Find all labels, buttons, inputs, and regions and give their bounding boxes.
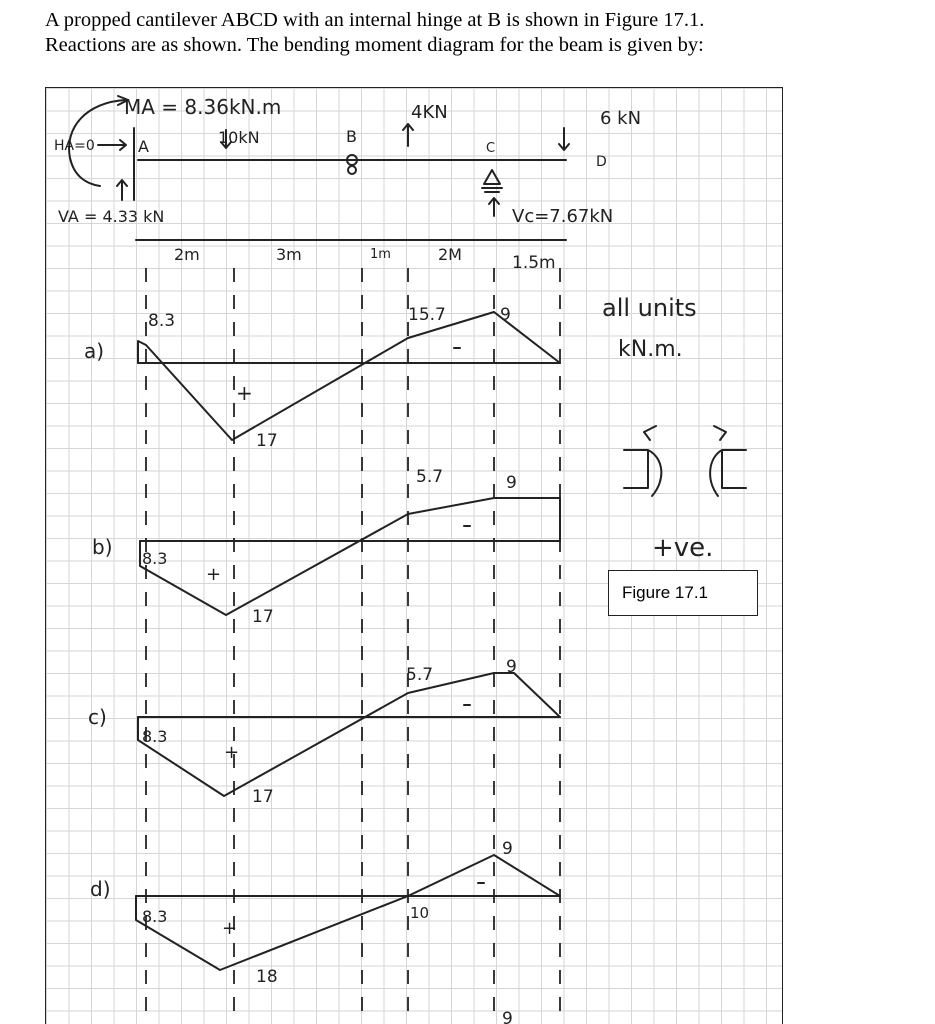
load-4kN-label: 4KN: [411, 102, 448, 123]
option-a-diagram: [84, 305, 560, 451]
option-c-bmd: [138, 673, 560, 796]
option-d-value-mid: 18: [256, 967, 278, 987]
span-1-label: 2m: [174, 245, 200, 264]
load-10kN-label: 10kN: [218, 128, 260, 147]
option-c-value-peak: 5.7: [406, 665, 434, 685]
reaction-A-label: VA = 4.33 kN: [58, 207, 165, 226]
reaction-C-arrow-icon: [489, 198, 499, 216]
figure-caption: Figure 17.1: [608, 570, 758, 616]
question-text: [45, 8, 905, 58]
option-a-bmd: [138, 312, 560, 440]
label-A: A: [138, 137, 149, 156]
span-4-label: 2M: [438, 245, 462, 264]
option-d-sign: +: [222, 918, 238, 939]
label-C: C: [486, 141, 496, 156]
question-line-1: A propped cantilever ABCD with an internal hinge at B is shown in Figure 17.1.: [45, 9, 705, 31]
span-3-label: 1m: [370, 247, 391, 262]
option-d-value-peak: 10: [410, 904, 430, 922]
option-b-diagram: [92, 467, 560, 627]
option-c-sign: +: [224, 742, 240, 763]
units-note: [602, 294, 697, 362]
option-b-sign: +: [206, 564, 222, 585]
load-4kN-arrow-icon: [403, 124, 413, 146]
option-d-value-A: 8.3: [142, 907, 168, 926]
sign-convention-left-icon: [624, 426, 661, 496]
sign-convention: [624, 426, 746, 563]
figure-panel: [45, 87, 783, 1024]
option-d-diagram: [90, 839, 560, 1024]
option-b-value-peak: 5.7: [416, 467, 444, 487]
horizontal-reaction-label: HA=0: [54, 138, 95, 154]
load-6kN-arrow-icon: [559, 128, 569, 150]
option-a-value-A: 8.3: [148, 311, 176, 331]
units-note-line-1: all units: [602, 294, 697, 322]
option-a-sign: +: [236, 381, 253, 405]
option-c-value-A: 8.3: [142, 727, 168, 746]
reaction-A-arrow-icon: [117, 180, 127, 200]
label-D: D: [596, 154, 607, 170]
hinge-B-lower-icon: [348, 166, 356, 174]
sign-convention-label: +ve.: [652, 533, 714, 563]
option-d-bmd: [136, 855, 560, 970]
reaction-C-label: Vc=7.67kN: [512, 206, 614, 227]
option-c-diagram: [88, 657, 560, 807]
beam-sketch: [54, 95, 641, 273]
units-note-line-2: kN.m.: [618, 337, 683, 362]
option-b-label: b): [92, 535, 113, 559]
option-d-label: d): [90, 877, 111, 901]
option-b-value-mid: 17: [252, 607, 274, 627]
moment-label: MA = 8.36kN.m: [124, 95, 282, 119]
option-a-value-peak: 15.7: [408, 305, 446, 325]
option-b-value-C: 9: [506, 473, 517, 493]
option-b-bmd: [140, 498, 560, 615]
option-a-value-mid: 17: [256, 431, 278, 451]
guide-lines: [146, 268, 560, 1024]
question-line-2: Reactions are as shown. The bending moment diagram for the beam is given by:: [45, 34, 704, 56]
option-a-value-C: 9: [500, 305, 511, 325]
option-a-label: a): [84, 339, 105, 363]
option-c-value-mid: 17: [252, 787, 274, 807]
label-B: B: [346, 127, 357, 146]
sign-convention-right-icon: [710, 426, 746, 496]
roller-support-C-icon: [482, 170, 502, 192]
option-d-value-C-bottom: 9: [502, 1009, 513, 1024]
option-c-value-C: 9: [506, 657, 517, 677]
load-6kN-label: 6 kN: [600, 108, 642, 129]
span-5-label: 1.5m: [512, 253, 556, 273]
span-2-label: 3m: [276, 245, 302, 264]
horizontal-reaction-arrow-icon: [98, 140, 126, 150]
option-b-value-A: 8.3: [142, 549, 168, 568]
option-d-value-C-top: 9: [502, 839, 513, 859]
option-c-label: c): [88, 705, 107, 729]
